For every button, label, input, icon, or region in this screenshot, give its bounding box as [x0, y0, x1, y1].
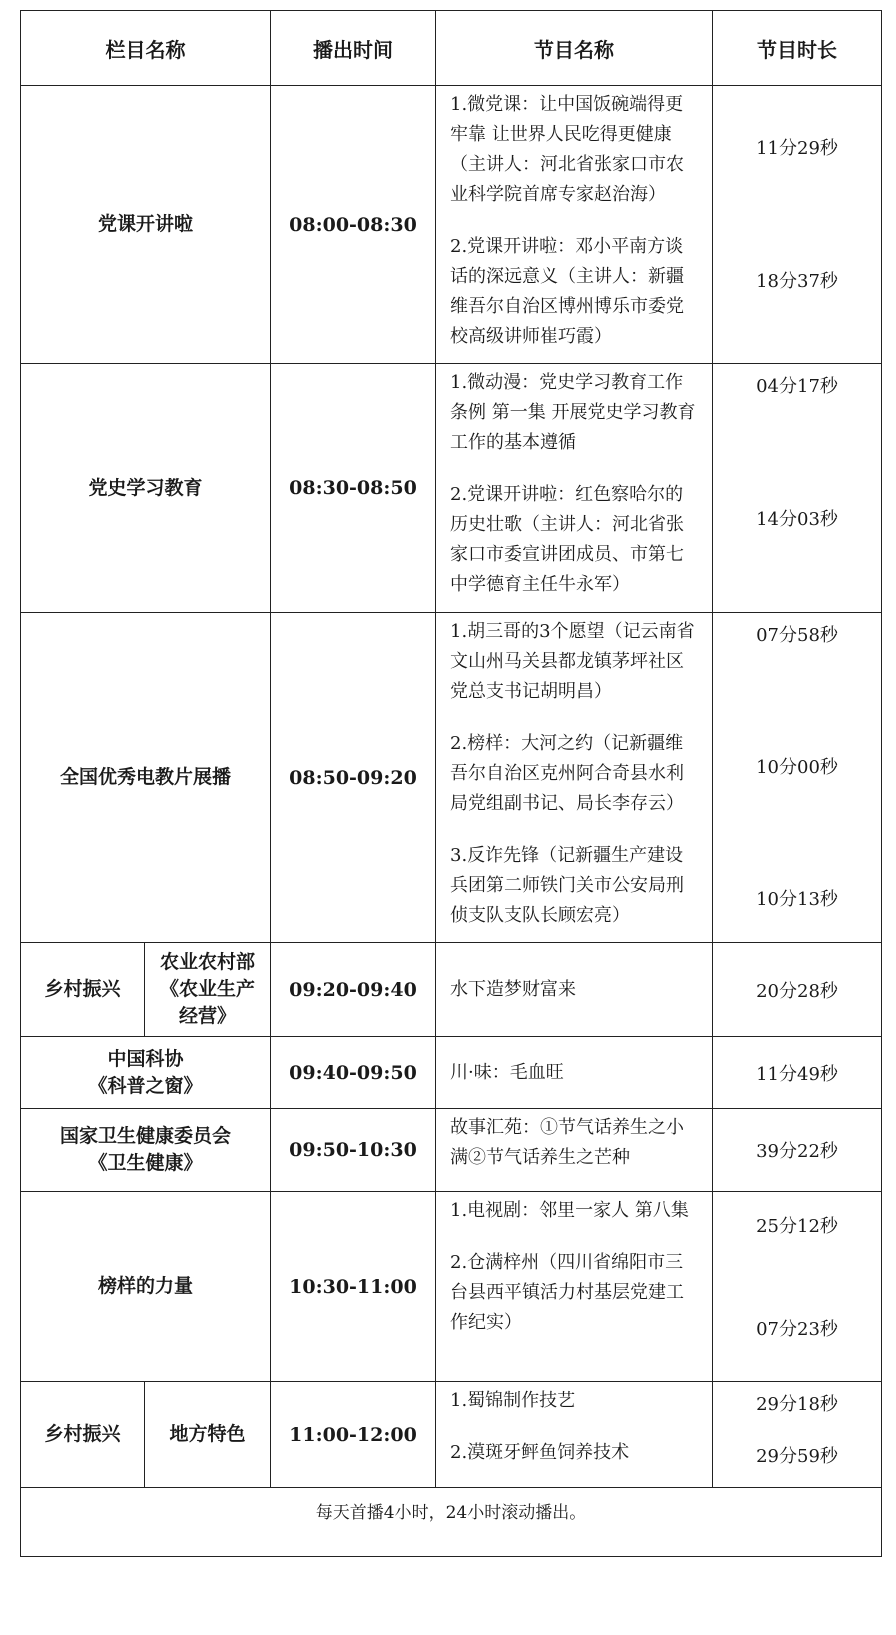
- broadcast-time-cell: 10:30-11:00: [271, 1192, 436, 1382]
- program-item: 2.党课开讲啦：邓小平南方谈话的深远意义（主讲人：新疆维吾尔自治区博州博乐市委党校高级讲师崔巧霞）: [450, 236, 684, 347]
- column-name-line: 《农业生产: [159, 978, 255, 1000]
- column-name-line: 农业农村部: [159, 951, 255, 973]
- column-name-cell: 党课开讲啦: [21, 86, 271, 364]
- duration-item: 18分37秒: [756, 271, 838, 292]
- program-item: 水下造梦财富来: [450, 978, 576, 1000]
- broadcast-time-cell: 08:50-09:20: [271, 613, 436, 943]
- broadcast-time-cell: 08:00-08:30: [271, 86, 436, 364]
- program-item: 故事汇苑：①节气话养生之小满②节气话养生之芒种: [450, 1117, 684, 1168]
- table-row: [21, 943, 882, 1037]
- program-duration-cell: [713, 1109, 882, 1192]
- column-name-cell: [21, 1037, 271, 1109]
- program-duration-cell: [713, 613, 882, 943]
- column-name-line: 《卫生健康》: [88, 1152, 203, 1174]
- column-name-cell: 榜样的力量: [21, 1192, 271, 1382]
- column-name-cell: 全国优秀电教片展播: [21, 613, 271, 943]
- column-name-line: 《科普之窗》: [88, 1074, 203, 1097]
- header-program-name: 节目名称: [436, 11, 713, 86]
- program-item: 1.微动漫：党史学习教育工作条例 第一集 开展党史学习教育工作的基本遵循: [450, 372, 696, 453]
- column-name-cell-left: 乡村振兴: [21, 1382, 145, 1488]
- duration-item: 39分22秒: [756, 1141, 838, 1162]
- program-name-cell: [436, 86, 713, 364]
- duration-item: 14分03秒: [756, 509, 838, 530]
- program-item: 3.反诈先锋（记新疆生产建设兵团第二师铁门关市公安局刑侦支队支队长顾宏亮）: [450, 845, 684, 926]
- program-name-cell: [436, 364, 713, 613]
- column-name-cell: [21, 1109, 271, 1192]
- program-item: 1.微党课：让中国饭碗端得更牢靠 让世界人民吃得更健康（主讲人：河北省张家口市农业科学院首席专家赵治海）: [450, 94, 684, 205]
- program-name-cell: [436, 943, 713, 1037]
- program-name-cell: [436, 1109, 713, 1192]
- program-item: 2.漠斑牙鲆鱼饲养技术: [450, 1442, 630, 1463]
- table-row: [21, 364, 882, 613]
- duration-item: 07分58秒: [756, 625, 838, 646]
- column-name-cell-left: 乡村振兴: [21, 943, 145, 1037]
- table-row: [21, 1037, 882, 1109]
- column-name-cell: 党史学习教育: [21, 364, 271, 613]
- duration-item: 20分28秒: [756, 980, 838, 1002]
- program-name-cell: [436, 1382, 713, 1488]
- program-name-cell: [436, 1192, 713, 1382]
- program-item: 1.胡三哥的3个愿望（记云南省文山州马关县都龙镇茅坪社区党总支书记胡明昌）: [450, 621, 695, 702]
- column-name-cell-right: [145, 943, 271, 1037]
- column-name-cell-right: 地方特色: [145, 1382, 271, 1488]
- table-row: [21, 1109, 882, 1192]
- schedule-table-container: [20, 10, 881, 1557]
- duration-item: 10分00秒: [756, 757, 838, 778]
- column-name-line: 中国科协: [107, 1047, 184, 1070]
- duration-item: 29分18秒: [756, 1394, 838, 1415]
- program-item: 2.榜样：大河之约（记新疆维吾尔自治区克州阿合奇县水利局党组副书记、局长李存云）: [450, 733, 684, 814]
- footer-note: 每天首播4小时，24小时滚动播出。: [21, 1488, 882, 1557]
- program-duration-cell: [713, 86, 882, 364]
- header-broadcast-time: 播出时间: [271, 11, 436, 86]
- header-column-name: 栏目名称: [21, 11, 271, 86]
- table-row: [21, 86, 882, 364]
- program-duration-cell: [713, 1037, 882, 1109]
- footer-row: [21, 1488, 882, 1557]
- schedule-table: [20, 10, 882, 1557]
- table-row: [21, 613, 882, 943]
- duration-item: 10分13秒: [756, 889, 838, 910]
- table-row: [21, 1192, 882, 1382]
- table-row: [21, 1382, 882, 1488]
- broadcast-time-cell: 09:20-09:40: [271, 943, 436, 1037]
- program-item: 1.电视剧：邻里一家人 第八集: [450, 1200, 689, 1221]
- broadcast-time-cell: 09:50-10:30: [271, 1109, 436, 1192]
- broadcast-time-cell: 09:40-09:50: [271, 1037, 436, 1109]
- program-item: 1.蜀锦制作技艺: [450, 1390, 576, 1411]
- program-name-cell: [436, 613, 713, 943]
- program-name-cell: [436, 1037, 713, 1109]
- header-row: [21, 11, 882, 86]
- program-duration-cell: [713, 1382, 882, 1488]
- column-name-line: 经营》: [178, 1005, 236, 1027]
- program-item: 2.党课开讲啦：红色察哈尔的历史壮歌（主讲人：河北省张家口市委宣讲团成员、市第七中学德育主任牛永军）: [450, 484, 684, 595]
- duration-item: 25分12秒: [756, 1216, 838, 1237]
- column-name-line: 国家卫生健康委员会: [59, 1125, 231, 1147]
- program-item: 2.仓满梓州（四川省绵阳市三台县西平镇活力村基层党建工作纪实）: [450, 1252, 684, 1333]
- duration-item: 29分59秒: [756, 1446, 838, 1467]
- program-duration-cell: [713, 943, 882, 1037]
- duration-item: 11分29秒: [756, 138, 838, 159]
- program-duration-cell: [713, 1192, 882, 1382]
- program-item: 川·味：毛血旺: [450, 1061, 564, 1083]
- duration-item: 07分23秒: [756, 1319, 838, 1340]
- broadcast-time-cell: 11:00-12:00: [271, 1382, 436, 1488]
- duration-item: 11分49秒: [756, 1063, 838, 1085]
- program-duration-cell: [713, 364, 882, 613]
- duration-item: 04分17秒: [756, 376, 838, 397]
- broadcast-time-cell: 08:30-08:50: [271, 364, 436, 613]
- header-program-duration: 节目时长: [713, 11, 882, 86]
